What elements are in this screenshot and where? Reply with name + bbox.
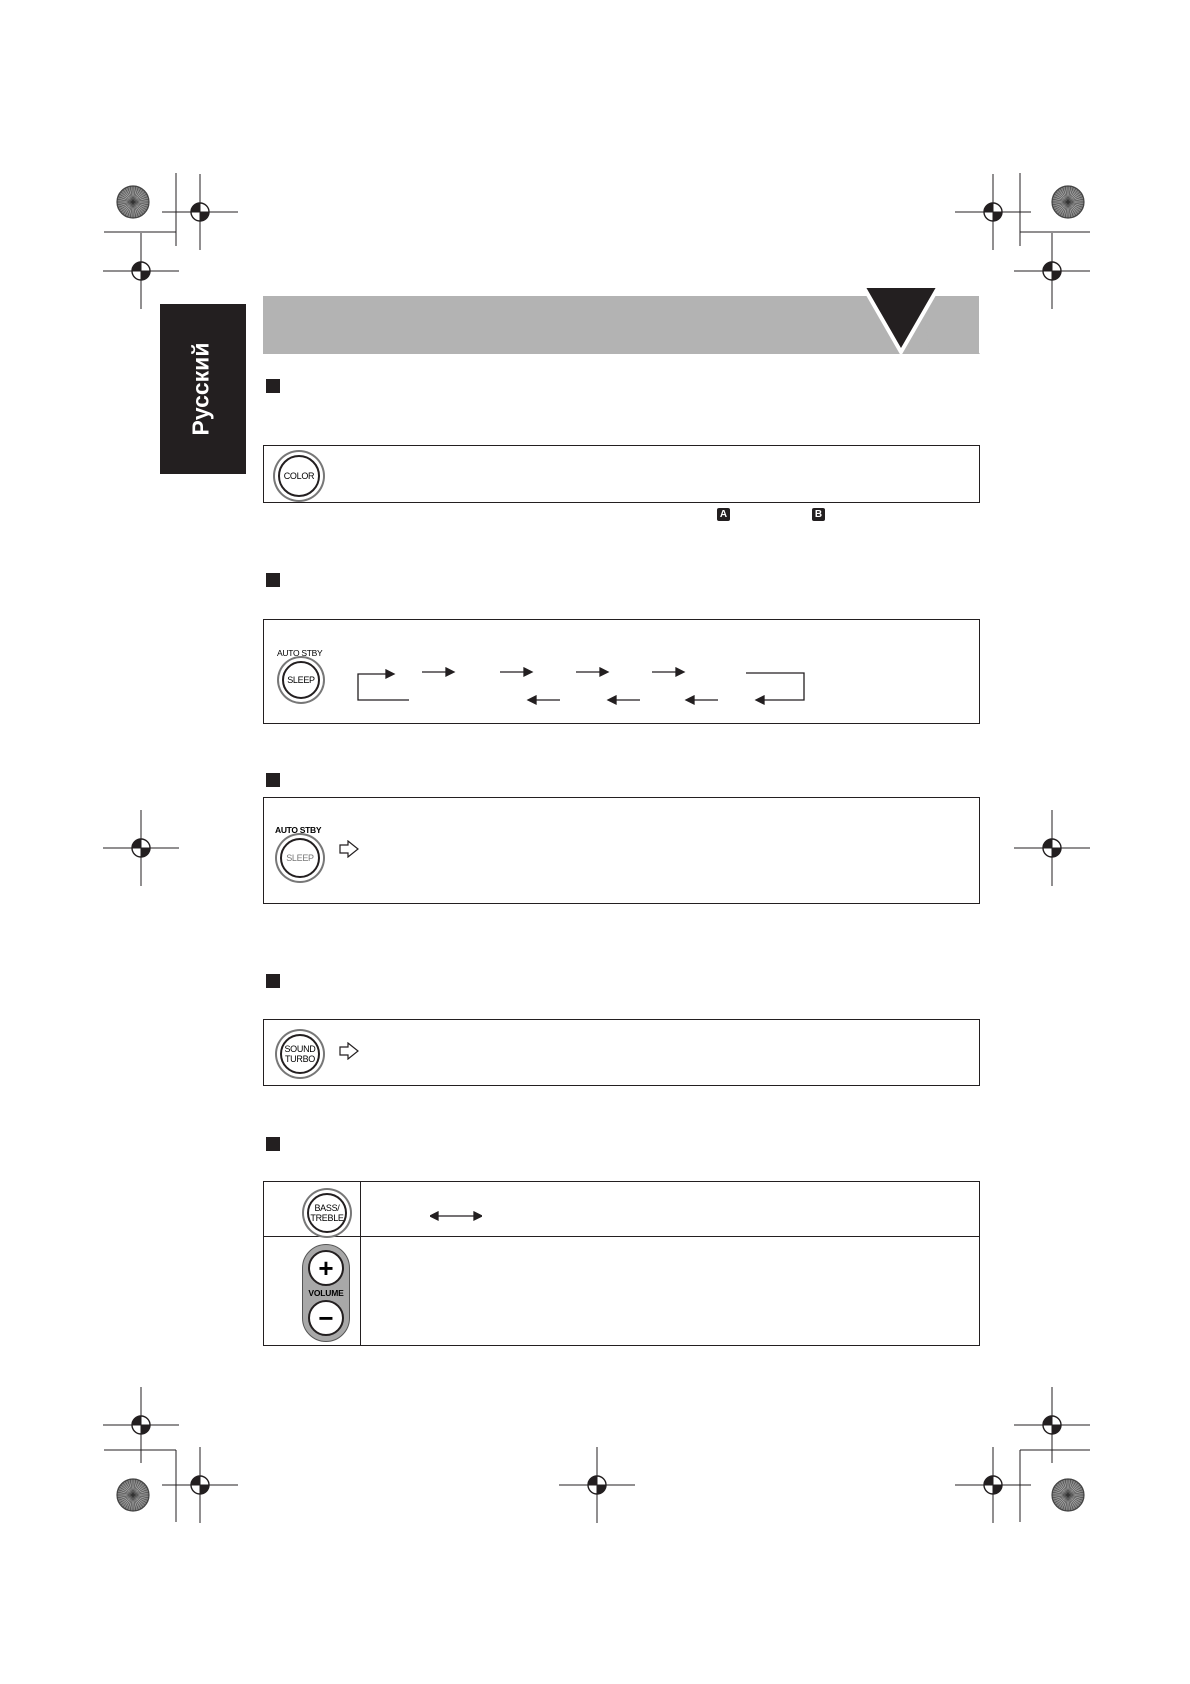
color-button[interactable]: [278, 455, 320, 497]
color-instruction-box: [263, 445, 980, 503]
volume-up-button[interactable]: [308, 1250, 344, 1286]
sleep-button[interactable]: [282, 661, 320, 699]
registration-starburst-icon: [1052, 1479, 1084, 1511]
registration-mark-icon: [1014, 810, 1090, 886]
registration-mark-icon: [162, 1447, 238, 1523]
sound-turbo-label-line1: SOUND: [284, 1044, 316, 1054]
registration-mark-icon: [162, 174, 238, 250]
registration-starburst-icon: [117, 1479, 149, 1511]
badge-b: B: [812, 508, 825, 521]
table-row-divider: [263, 1236, 980, 1237]
section-marker: [266, 1137, 280, 1151]
hollow-arrow-icon: [338, 840, 360, 858]
badge-a: A: [717, 508, 730, 521]
volume-down-button[interactable]: [308, 1300, 344, 1336]
plus-icon: +: [318, 1253, 334, 1283]
bass-treble-button[interactable]: [307, 1193, 347, 1233]
sleep-cycle-flow-diagram: [350, 660, 820, 710]
header-triangle-icon: [860, 284, 980, 356]
sound-turbo-label-line2: TURBO: [284, 1054, 315, 1064]
bass-treble-label-line1: BASS/: [314, 1203, 340, 1213]
auto-standby-button[interactable]: [280, 838, 320, 878]
auto-standby-button-caption: AUTO STBY: [275, 825, 322, 835]
section-marker: [266, 974, 280, 988]
auto-standby-button-label: SLEEP: [286, 853, 314, 863]
volume-label: VOLUME: [308, 1288, 344, 1298]
registration-mark-icon: [103, 1387, 179, 1463]
table-column-divider: [360, 1181, 361, 1346]
sleep-button-caption: AUTO STBY: [277, 648, 323, 658]
registration-mark-icon: [559, 1447, 635, 1523]
color-button-label: COLOR: [283, 471, 315, 481]
hollow-arrow-icon: [338, 1042, 360, 1060]
tone-volume-table: [263, 1181, 980, 1346]
section-marker: [266, 773, 280, 787]
registration-mark-icon: [103, 233, 179, 309]
sound-turbo-button[interactable]: [280, 1034, 320, 1074]
minus-icon: −: [318, 1303, 334, 1333]
double-arrow-icon: [430, 1210, 482, 1222]
sound-turbo-instruction-box: [263, 1019, 980, 1086]
registration-starburst-icon: [117, 186, 149, 218]
language-tab-label: Русский: [187, 342, 214, 436]
section-marker: [266, 573, 280, 587]
bass-treble-label-line2: TREBLE: [310, 1213, 344, 1223]
registration-mark-icon: [1014, 233, 1090, 309]
auto-standby-instruction-box: [263, 797, 980, 904]
sleep-button-label: SLEEP: [287, 675, 315, 685]
registration-starburst-icon: [1052, 186, 1084, 218]
registration-mark-icon: [1014, 1387, 1090, 1463]
section-marker: [266, 379, 280, 393]
registration-mark-icon: [103, 810, 179, 886]
